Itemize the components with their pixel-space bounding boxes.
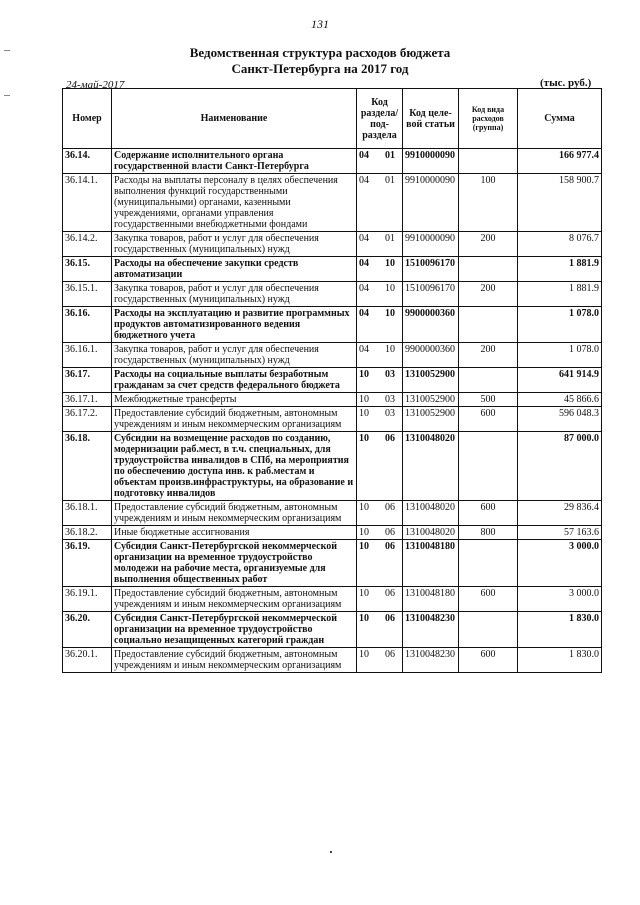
row-expense-type: 200 [459, 282, 518, 307]
row-sum: 166 977.4 [518, 149, 602, 174]
row-article-code: 9900000360 [403, 343, 459, 368]
row-number: 36.16. [63, 307, 112, 343]
row-sum: 57 163.6 [518, 526, 602, 540]
row-section: 10 [359, 369, 369, 380]
row-article-code: 1310048020 [403, 501, 459, 526]
row-section-code [357, 587, 403, 612]
row-name: Предоставление субсидий бюджетным, автономным учреждениям и иным некоммерческим организациям [112, 407, 357, 432]
row-sum: 1 078.0 [518, 307, 602, 343]
row-subsection: 10 [385, 258, 395, 269]
row-expense-type: 600 [459, 587, 518, 612]
row-number: 36.17.2. [63, 407, 112, 432]
row-expense-type [459, 149, 518, 174]
row-subsection: 06 [385, 588, 395, 599]
row-expense-type [459, 368, 518, 393]
row-section-code [357, 174, 403, 232]
document-subtitle: Санкт-Петербурга на 2017 год [231, 61, 409, 76]
row-section: 10 [359, 588, 369, 599]
row-sum: 45 866.6 [518, 393, 602, 407]
row-subsection: 03 [385, 394, 395, 405]
scan-edge-mark [4, 50, 10, 51]
row-name: Субсидия Санкт-Петербургской некоммерческой организации на временное трудоустройство социально незащищенных категорий граждан [112, 612, 357, 648]
row-number: 36.19.1. [63, 587, 112, 612]
header-article-code: Код целе-вой статьи [403, 89, 459, 149]
row-section-code [357, 257, 403, 282]
row-article-code: 1310048180 [403, 587, 459, 612]
table-row [63, 407, 602, 432]
row-name: Субсидия Санкт-Петербургской некоммерческой организации на временное трудоустройство молодежи на рабочие места, организуемые для выполнения общественных работ [112, 540, 357, 587]
row-sum: 8 076.7 [518, 232, 602, 257]
table-row [63, 432, 602, 501]
row-name: Межбюджетные трансферты [112, 393, 357, 407]
row-section-code [357, 612, 403, 648]
row-section-code [357, 393, 403, 407]
row-sum: 29 836.4 [518, 501, 602, 526]
row-article-code: 1310048180 [403, 540, 459, 587]
row-article-code: 1510096170 [403, 257, 459, 282]
row-section: 04 [359, 150, 369, 161]
table-row [63, 612, 602, 648]
row-name: Расходы на обеспечение закупки средств автоматизации [112, 257, 357, 282]
row-name: Предоставление субсидий бюджетным, автономным учреждениям и иным некоммерческим организациям [112, 587, 357, 612]
row-name: Расходы на эксплуатацию и развитие программных продуктов автоматизированного ведения бюджетного учета [112, 307, 357, 343]
row-sum: 3 000.0 [518, 540, 602, 587]
units-label: (тыс. руб.) [540, 77, 592, 89]
row-section-code [357, 501, 403, 526]
row-name: Иные бюджетные ассигнования [112, 526, 357, 540]
row-number: 36.17.1. [63, 393, 112, 407]
table-row [63, 149, 602, 174]
table-body [63, 149, 602, 673]
row-article-code: 9900000360 [403, 307, 459, 343]
row-expense-type: 200 [459, 343, 518, 368]
row-section-code [357, 307, 403, 343]
document-date: 24-май-2017 [66, 79, 125, 91]
row-article-code: 1510096170 [403, 282, 459, 307]
row-expense-type: 200 [459, 232, 518, 257]
row-section: 10 [359, 433, 369, 444]
row-number: 36.14.1. [63, 174, 112, 232]
row-name: Расходы на социальные выплаты безработным гражданам за счет средств федерального бюджета [112, 368, 357, 393]
row-number: 36.15.1. [63, 282, 112, 307]
row-section-code [357, 368, 403, 393]
row-article-code: 1310052900 [403, 368, 459, 393]
budget-table [62, 88, 602, 673]
table-row [63, 343, 602, 368]
page-number: 131 [311, 17, 329, 31]
row-sum: 1 881.9 [518, 257, 602, 282]
row-section: 04 [359, 258, 369, 269]
table-row [63, 501, 602, 526]
row-name: Закупка товаров, работ и услуг для обеспечения государственных (муниципальных) нужд [112, 282, 357, 307]
row-expense-type: 500 [459, 393, 518, 407]
row-article-code: 9910000090 [403, 232, 459, 257]
table-row [63, 174, 602, 232]
row-subsection: 03 [385, 369, 395, 380]
row-section-code [357, 149, 403, 174]
row-section: 04 [359, 233, 369, 244]
header-sum: Сумма [518, 89, 602, 149]
row-sum: 1 078.0 [518, 343, 602, 368]
row-sum: 596 048.3 [518, 407, 602, 432]
row-expense-type [459, 540, 518, 587]
row-section: 04 [359, 344, 369, 355]
row-article-code: 1310052900 [403, 407, 459, 432]
row-sum: 1 830.0 [518, 612, 602, 648]
row-article-code: 1310048230 [403, 648, 459, 673]
row-subsection: 06 [385, 433, 395, 444]
row-article-code: 1310048230 [403, 612, 459, 648]
row-section: 04 [359, 175, 369, 186]
scan-dot [330, 851, 332, 853]
row-section: 04 [359, 283, 369, 294]
row-number: 36.14. [63, 149, 112, 174]
table-row [63, 587, 602, 612]
row-article-code: 9910000090 [403, 149, 459, 174]
row-subsection: 06 [385, 502, 395, 513]
row-expense-type: 600 [459, 501, 518, 526]
row-sum: 1 830.0 [518, 648, 602, 673]
row-subsection: 06 [385, 527, 395, 538]
row-number: 36.14.2. [63, 232, 112, 257]
row-section: 10 [359, 649, 369, 660]
row-article-code: 1310048020 [403, 432, 459, 501]
row-number: 36.20.1. [63, 648, 112, 673]
row-subsection: 01 [385, 233, 395, 244]
row-subsection: 03 [385, 408, 395, 419]
row-expense-type: 600 [459, 648, 518, 673]
row-expense-type [459, 257, 518, 282]
table-row [63, 393, 602, 407]
row-number: 36.18.2. [63, 526, 112, 540]
row-section: 10 [359, 408, 369, 419]
row-section-code [357, 282, 403, 307]
row-sum: 87 000.0 [518, 432, 602, 501]
row-section: 10 [359, 541, 369, 552]
row-expense-type [459, 432, 518, 501]
row-section-code [357, 648, 403, 673]
row-section: 04 [359, 308, 369, 319]
row-number: 36.18.1. [63, 501, 112, 526]
row-section-code [357, 526, 403, 540]
row-article-code: 1310048020 [403, 526, 459, 540]
row-section: 10 [359, 394, 369, 405]
row-name: Закупка товаров, работ и услуг для обеспечения государственных (муниципальных) нужд [112, 343, 357, 368]
table-row [63, 540, 602, 587]
row-number: 36.16.1. [63, 343, 112, 368]
row-subsection: 10 [385, 344, 395, 355]
row-section-code [357, 343, 403, 368]
document-title: Ведомственная структура расходов бюджета [189, 45, 451, 60]
table-row [63, 307, 602, 343]
row-name: Предоставление субсидий бюджетным, автономным учреждениям и иным некоммерческим организациям [112, 648, 357, 673]
row-name: Закупка товаров, работ и услуг для обеспечения государственных (муниципальных) нужд [112, 232, 357, 257]
table-row [63, 232, 602, 257]
row-section-code [357, 232, 403, 257]
table-row [63, 648, 602, 673]
row-number: 36.18. [63, 432, 112, 501]
table-row [63, 282, 602, 307]
row-expense-type: 800 [459, 526, 518, 540]
row-name: Содержание исполнительного органа государственной власти Санкт-Петербурга [112, 149, 357, 174]
table-row [63, 257, 602, 282]
table-row [63, 526, 602, 540]
row-section-code [357, 540, 403, 587]
row-sum: 641 914.9 [518, 368, 602, 393]
row-subsection: 01 [385, 150, 395, 161]
row-section-code [357, 432, 403, 501]
row-name: Расходы на выплаты персоналу в целях обеспечения выполнения функций государственными (муниципальными) органами, казенными учреждениями, органами управления государственными внебюджетными фондами [112, 174, 357, 232]
row-number: 36.15. [63, 257, 112, 282]
row-article-code: 9910000090 [403, 174, 459, 232]
row-expense-type: 600 [459, 407, 518, 432]
row-article-code: 1310052900 [403, 393, 459, 407]
row-subsection: 06 [385, 541, 395, 552]
row-number: 36.19. [63, 540, 112, 587]
row-section: 10 [359, 613, 369, 624]
row-subsection: 10 [385, 283, 395, 294]
row-name: Субсидии на возмещение расходов по созданию, модернизации раб.мест, в т.ч. специальных, для трудоустройства инвалидов в СПб, на мероприятия по обеспечению доступа инв. к раб.местам и объектам произв.инфраструктуры, на образование и подготовку инвалидов [112, 432, 357, 501]
row-subsection: 10 [385, 308, 395, 319]
row-section: 10 [359, 502, 369, 513]
table-row [63, 368, 602, 393]
row-expense-type [459, 307, 518, 343]
row-expense-type: 100 [459, 174, 518, 232]
header-section-code: Код раздела/ под-раздела [357, 89, 403, 149]
row-sum: 158 900.7 [518, 174, 602, 232]
header-name: Наименование [112, 89, 357, 149]
row-sum: 1 881.9 [518, 282, 602, 307]
scan-edge-mark [4, 95, 10, 96]
row-section-code [357, 407, 403, 432]
row-number: 36.17. [63, 368, 112, 393]
row-subsection: 01 [385, 175, 395, 186]
row-section: 10 [359, 527, 369, 538]
row-expense-type [459, 612, 518, 648]
row-number: 36.20. [63, 612, 112, 648]
header-number: Номер [63, 89, 112, 149]
row-subsection: 06 [385, 649, 395, 660]
header-expense-type: Код вида расходов (группа) [459, 89, 518, 149]
row-sum: 3 000.0 [518, 587, 602, 612]
row-name: Предоставление субсидий бюджетным, автономным учреждениям и иным некоммерческим организациям [112, 501, 357, 526]
row-subsection: 06 [385, 613, 395, 624]
